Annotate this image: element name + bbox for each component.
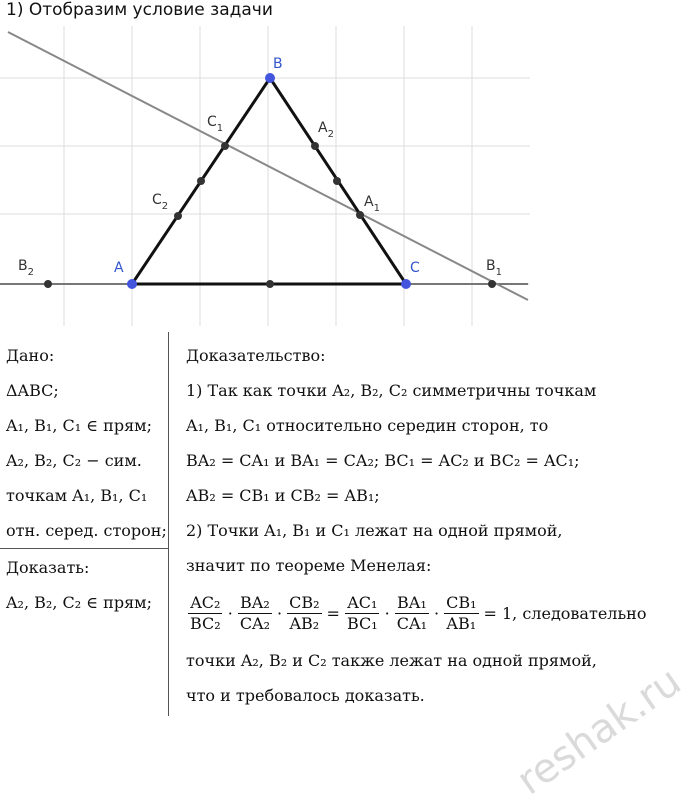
point-a2 [311,142,319,150]
point-mid-bc [333,177,341,185]
point-a1 [356,211,364,219]
proof-line: 1) Так как точки A₂, B₂, C₂ симметричны точкам [186,381,597,400]
point-c2 [174,212,182,220]
label-b: B [273,56,283,72]
label-a2: $A_2$ [318,120,334,140]
label-c: C [410,260,420,276]
given-title: Дано: [6,346,55,365]
label-a1: $A_1$ [364,194,380,214]
point-c1 [221,142,229,150]
proof-line: A₁, B₁, C₁ относительно середин сторон, то [186,416,549,435]
label-a: A [114,260,124,276]
point-b2 [44,280,52,288]
point-c [401,279,411,289]
column-divider [168,332,169,716]
fraction: $\frac{\text{CB₁}}{\text{AB₁}}$ [446,592,477,633]
grid [0,26,530,326]
point-mid-ac [266,280,274,288]
prove-title: Доказать: [6,558,90,577]
equation-tail: = 1, следовательно [483,603,647,623]
label-c1: $C_1$ [207,114,224,134]
fraction: $\frac{\text{CB₂}}{\text{AB₂}}$ [289,592,320,633]
given-line: отн. серед. сторон; [6,521,167,540]
proof-line: BA₂ = CA₁ и BA₁ = CA₂; BC₁ = AC₂ и BC₂ = AC₁; [186,451,580,470]
proof-line: что и требовалось доказать. [186,686,425,705]
given-prove-divider [0,548,168,549]
fraction: $\frac{\text{BA₁}}{\text{CA₁}}$ [396,592,427,633]
fraction: $\frac{\text{AC₂}}{\text{BC₂}}$ [190,592,221,633]
fraction: $\frac{\text{BA₂}}{\text{CA₂}}$ [239,592,271,633]
given-line: ΔABC; [6,381,59,400]
fraction: $\frac{\text{AC₁}}{\text{BC₁}}$ [346,592,378,633]
proof-line: значит по теореме Менелая: [186,556,432,575]
point-mid-ab [197,177,205,185]
given-line: точкам A₁, B₁, C₁ [6,486,148,505]
label-b2: $B_2$ [18,258,34,278]
page-heading: 1) Отобразим условие задачи [6,0,273,20]
geometry-figure [0,26,530,326]
point-b [265,73,275,83]
prove-line: A₂, B₂, C₂ ∈ прям; [6,593,152,612]
watermark: reshak.ru [509,658,690,804]
given-line: A₂, B₂, C₂ − сим. [6,451,142,470]
proof-title: Доказательство: [186,346,326,365]
point-b1 [488,280,496,288]
given-line: A₁, B₁, C₁ ∈ прям; [6,416,152,435]
label-c2: $C_2$ [152,192,169,212]
triangle-abc [132,78,406,284]
point-a [127,279,137,289]
proof-line: 2) Точки A₁, B₁ и C₁ лежат на одной прямой, [186,521,563,540]
proof-line: AB₂ = CB₁ и CB₂ = AB₁; [186,486,380,505]
prove-section [6,550,168,620]
label-b1: $B_1$ [486,258,502,278]
proof-line: точки A₂, B₂ и C₂ также лежат на одной прямой, [186,651,597,670]
proof-section [186,338,696,713]
given-section [6,338,168,548]
menelaus-equation: $\frac{\text{AC₂}}{\text{BC₂}}$ · $\frac{\text{BA₂}}{\text{CA₂}}$ · $\frac{\text{CB₂}}{\text{AB₂}}$ = $\frac{\text{AC₁}}{\text{BC₁}}$ · $\frac{\text{BA₁}}{\text{CA₁}}$ · $\frac{\text{CB₁}}{\text{AB₁}}$ = 1, следовательно [190,592,647,633]
